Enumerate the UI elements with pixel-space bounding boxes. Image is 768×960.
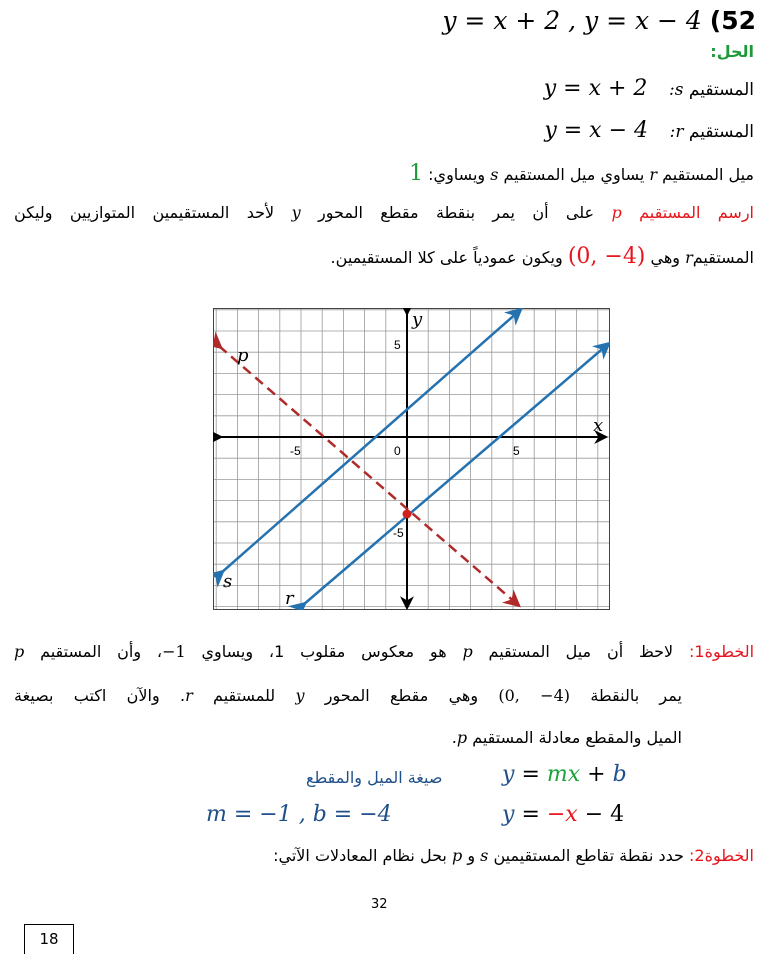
slope-sentence: [409, 161, 754, 186]
line-s-name: s:: [669, 80, 684, 100]
draw-text-1: على أن يمر بنقطة مقطع المحور: [318, 203, 595, 222]
gen-y: y: [502, 762, 515, 787]
intercept-point: [403, 510, 412, 519]
step2-line: [273, 846, 754, 865]
step1-line1: [14, 642, 754, 661]
draw-r: r: [685, 248, 693, 267]
problem-number: (52: [709, 6, 756, 35]
tick-x-5: 5: [513, 444, 520, 458]
step1-line3: [452, 728, 682, 747]
line-s-label: s: [223, 571, 233, 592]
problem-equations: y = x + 2 , y = x − 4: [442, 6, 702, 35]
solution-label: الحل:: [710, 42, 754, 61]
tick-x-neg5: -5: [290, 444, 301, 458]
draw-instruction-line1: [14, 203, 754, 222]
slope-value: 1: [409, 161, 424, 186]
draw-text-3: المستقيم: [692, 248, 754, 267]
tick-origin: 0: [394, 444, 401, 458]
step1-p2: p: [14, 642, 25, 661]
line-r-label: المستقيم: [688, 122, 754, 142]
step2-text-c: بحل نظام المعادلات الآتي:: [273, 846, 447, 865]
slope-intercept-label: صيغة الميل والمقطع: [306, 768, 443, 787]
draw-instruction-line2: [331, 244, 754, 269]
step2-label: الخطوة2:: [689, 846, 754, 865]
step1-label: الخطوة1:: [689, 642, 755, 661]
line-s-definition: [544, 76, 754, 101]
step1-text-h: الميل والمقطع معادلة المستقيم: [472, 728, 682, 747]
tick-y-neg5: -5: [393, 526, 404, 540]
x-axis-label: x: [593, 415, 604, 436]
draw-y: y: [291, 203, 301, 222]
general-form: [502, 762, 627, 787]
line-r-label: r: [285, 588, 294, 609]
step1-text-g: والآن اكتب بصيغة: [14, 686, 160, 705]
line-r-name: r:: [669, 122, 684, 142]
step1-text-a: لاحظ أن ميل المستقيم: [488, 642, 674, 661]
step2-p: p: [451, 846, 463, 865]
step1-text-b: هو معكوس مقلوب 1، ويساوي: [201, 642, 447, 661]
gen-eq: =: [521, 762, 540, 787]
page-number: 32: [371, 897, 388, 912]
coordinate-graph: [213, 308, 610, 610]
step1-point: (0, −4): [498, 686, 571, 705]
draw-text-4: وهي: [650, 248, 680, 267]
draw-point: (0, −4): [567, 244, 646, 269]
step1-p: p: [462, 642, 473, 661]
step1-r: r.: [180, 686, 193, 705]
tick-y-5: 5: [394, 338, 401, 352]
line-r-definition: [544, 118, 754, 143]
step2-text-a: حدد نقطة تقاطع المستقيمين: [493, 846, 684, 865]
y-axis-label: y: [412, 309, 423, 330]
line-r-equation: y = x − 4: [544, 118, 649, 143]
step1-text-c: ، وأن المستقيم: [40, 642, 163, 661]
result-equation: [502, 802, 624, 827]
step2-s: s: [480, 846, 489, 865]
slope-r: r: [649, 165, 658, 184]
draw-text-5: ويكون عمودياً على كلا المستقيمين.: [330, 248, 563, 267]
step1-y: y: [295, 686, 305, 705]
line-p-label: p: [237, 345, 249, 366]
slope-s: s: [490, 165, 499, 184]
step2-text-b: و: [467, 846, 476, 865]
res-rest: − 4: [584, 802, 625, 827]
slope-text-1: ميل المستقيم: [662, 165, 754, 184]
step1-p3: p.: [451, 728, 468, 747]
res-mx: −x: [546, 802, 578, 827]
line-s-label: المستقيم: [688, 80, 754, 100]
box-number: 18: [24, 924, 74, 954]
slope-text-3: ويساوي:: [428, 165, 486, 184]
slope-values: m = −1 , b = −4: [206, 802, 392, 827]
gen-plus: +: [587, 762, 606, 787]
gen-b: b: [612, 762, 627, 787]
step1-val: −1: [162, 642, 186, 661]
problem-header: [442, 6, 756, 35]
step1-line2: [14, 686, 682, 705]
draw-p: p: [611, 203, 622, 222]
slope-text-2: يساوي ميل المستقيم: [503, 165, 645, 184]
line-s-equation: y = x + 2: [543, 76, 648, 101]
step1-text-d: يمر بالنقطة: [590, 686, 682, 705]
res-eq: =: [521, 802, 540, 827]
step1-text-e: وهي مقطع المحور: [324, 686, 479, 705]
draw-text-2: لأحد المستقيمين المتوازيين وليكن: [14, 203, 275, 222]
res-y: y: [502, 802, 515, 827]
gen-mx: mx: [546, 762, 581, 787]
step1-text-f: للمستقيم: [213, 686, 276, 705]
draw-red-text: ارسم المستقيم: [639, 203, 754, 222]
